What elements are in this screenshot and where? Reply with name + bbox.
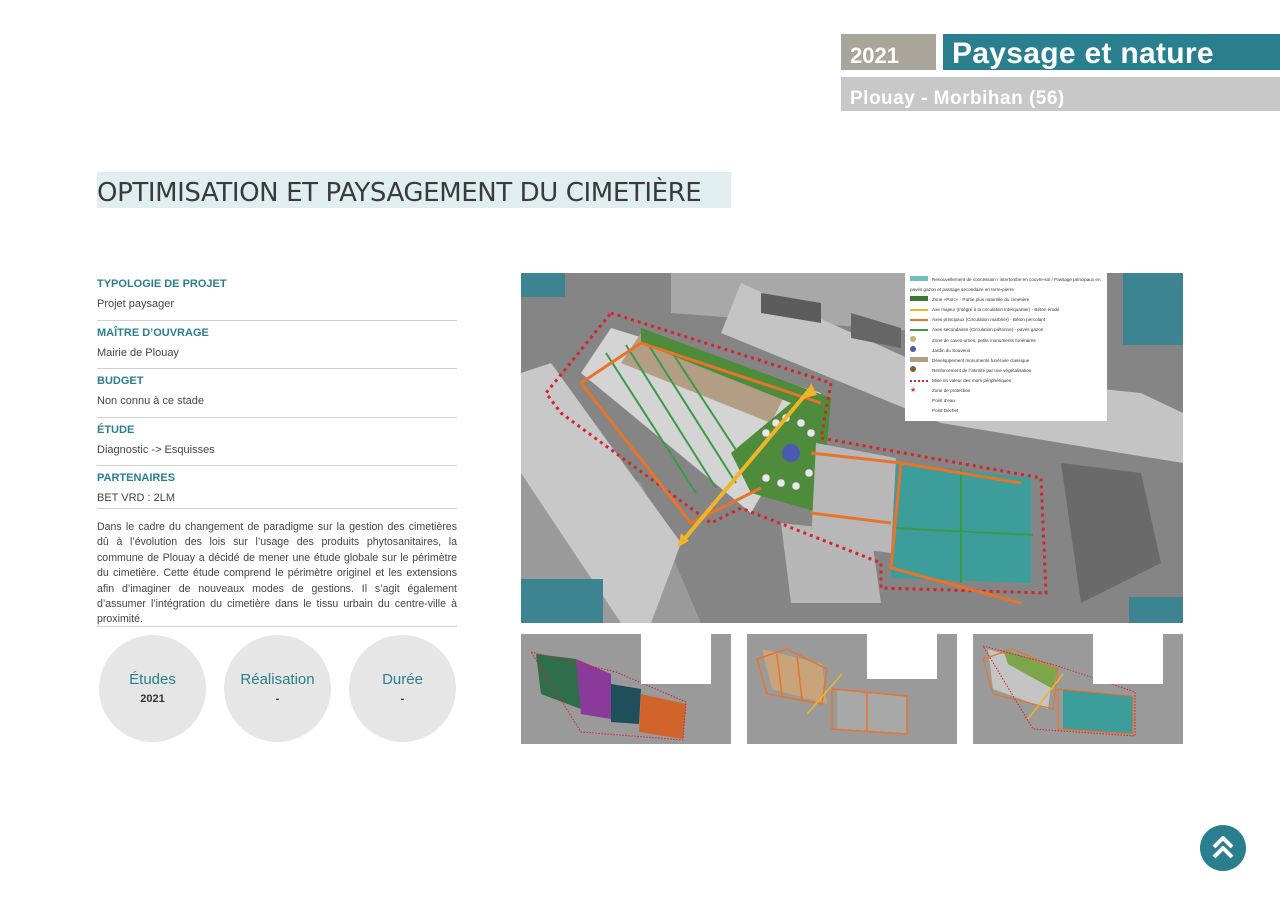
legend-item: Axes principaux (Circulation marbrier) - Béton percolant (910, 315, 1106, 325)
info-label: PARTENAIRES (97, 472, 176, 485)
info-row-budget (97, 369, 457, 418)
legend-item: Mise en valeur des murs périphériques (910, 376, 1106, 386)
divider (97, 626, 457, 627)
stat-etudes (99, 635, 206, 742)
category-title: Paysage et nature (943, 34, 1280, 70)
info-label: ÉTUDE (97, 423, 135, 436)
divider (97, 508, 457, 509)
legend-item: Renouvellement de concession / intertombe en couvre-sol / Passage principaux en pavés gazon et passage secondaire en terre-pierre (910, 277, 1101, 293)
logo-chevrons-icon (1200, 825, 1246, 871)
project-description: Dans le cadre du changement de paradigme sur la gestion des cimetières dû à l’évolution des lois sur l’usage des produits phytosanitaires, la commune de Plouay a décidé de mener une étude globale sur le périmètre du cimetière. Cette étude comprend le périmètre originel et les extensions afin d’imaginer de nouveaux modes de gestions. Il s’agit également d’assumer l’intégration du cimetière dans le tissu urbain du centre-ville à proximité. (97, 521, 457, 626)
phase-map-3 (973, 634, 1183, 744)
legend-item: Renforcement de l’intimité par une végétalisation (910, 366, 1106, 376)
info-label: TYPOLOGIE DE PROJET (97, 278, 227, 290)
info-value: BET VRD : 2LM (97, 492, 176, 505)
info-value: Mairie de Plouay (97, 346, 179, 359)
info-value: Projet paysager (97, 298, 175, 310)
phase-map-2 (747, 634, 957, 744)
legend-item: Point d’eau (932, 398, 955, 404)
legend-item: Développement monuments funéraire classique (910, 356, 1106, 366)
info-row-etude (97, 418, 457, 467)
legend-item: ★ Zone de protection (910, 387, 971, 395)
stat-value: - (275, 693, 280, 705)
location-label: Plouay - Morbihan (56) (841, 77, 1280, 111)
cemetery-master-plan (521, 273, 1183, 623)
info-value: Diagnostic -> Esquisses (97, 443, 215, 456)
legend-item: Point Déchet (932, 408, 959, 414)
info-value: Non connu à ce stade (97, 395, 205, 408)
info-label: BUDGET (97, 375, 144, 388)
stat-label: Durée (382, 671, 423, 688)
project-info (97, 272, 457, 515)
legend-item: Axe majeur (Intégré à la circulation interquartier) - Béton érodé (910, 305, 1106, 315)
stat-label: Réalisation (240, 671, 315, 688)
stat-duree (349, 635, 456, 742)
stat-value: - (400, 693, 405, 705)
stat-label: Études (129, 671, 176, 688)
year-badge: 2021 (841, 34, 936, 70)
info-row-maitre-ouvrage (97, 321, 457, 370)
legend-item: Jardin du Souvenir (910, 346, 1106, 356)
phase-map-2-graphic (747, 634, 957, 744)
project-title: OPTIMISATION ET PAYSAGEMENT DU CIMETIÈRE (97, 178, 702, 208)
phase-map-1 (521, 634, 731, 744)
phase-map-1-graphic (521, 634, 731, 744)
info-row-typologie (97, 272, 457, 321)
info-label: MAÎTRE D’OUVRAGE (97, 326, 209, 339)
map-legend (910, 275, 1106, 416)
legend-item: Zone de caves-urnes, petits monuments funéraires (910, 336, 1106, 346)
legend-item: Zone «Parc» - Partie plus naturelle du cimetière (910, 295, 1106, 305)
legend-item: Axes secondaires (Circulation piétonne) - pavés gazon (910, 325, 1106, 335)
company-logo (1200, 825, 1246, 871)
phase-map-3-graphic (973, 634, 1183, 744)
stat-value: 2021 (140, 693, 165, 705)
stat-realisation (224, 635, 331, 742)
